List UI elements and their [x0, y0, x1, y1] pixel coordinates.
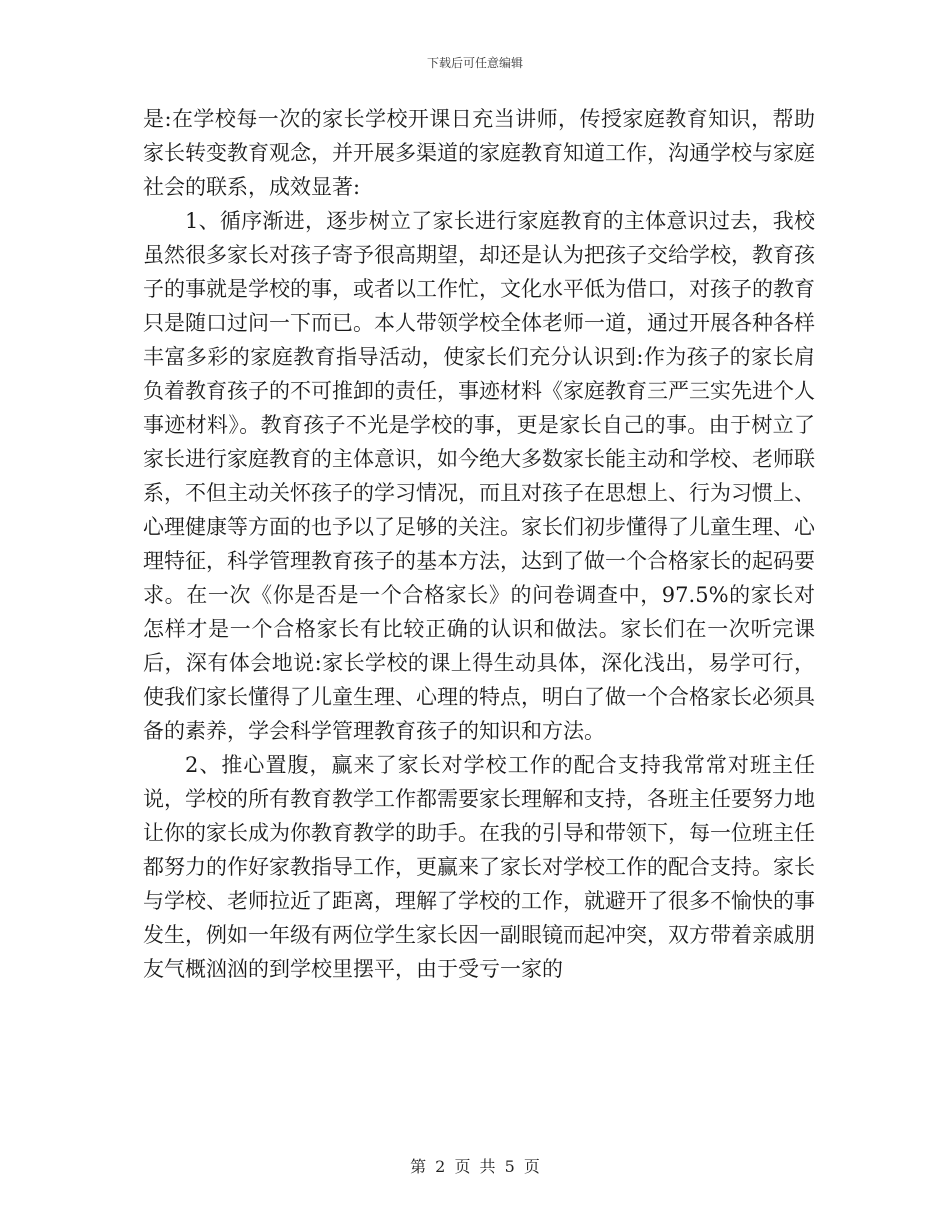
document-body	[143, 102, 815, 986]
page-footer: 第 2 页 共 5 页	[410, 1157, 540, 1176]
paragraph-intro: 是:在学校每一次的家长学校开课日充当讲师，传授家庭教育知识，帮助家长转变教育观念，并开展多渠道的家庭教育知道工作，沟通学校与家庭社会的联系，成效显著:	[143, 107, 815, 199]
page-header: 下载后可任意编辑	[426, 56, 523, 70]
paragraph-section-1: 1、循序渐进，逐步树立了家长进行家庭教育的主体意识过去，我校虽然很多家长对孩子寄予很高期望，却还是认为把孩子交给学校，教育孩子的事就是学校的事，或者以工作忙，文化水平低为借口，对孩子的教育只是随口过问一下而已。本人带领学校全体老师一道，通过开展各种各样丰富多彩的家庭教育指导活动，使家长们充分认识到:作为孩子的家长肩负着教育孩子的不可推卸的责任，事迹材料《家庭教育三严三实先进个人事迹材料》。教育孩子不光是学校的事，更是家长自己的事。由于树立了家长进行家庭教育的主体意识，如今绝大多数家长能主动和学校、老师联系，不但主动关怀孩子的学习情况，而且对孩子在思想上、行为习惯上、心理健康等方面的也予以了足够的关注。家长们初步懂得了儿童生理、心理特征，科学管理教育孩子的基本方法，达到了做一个合格家长的起码要求。在一次《你是否是一个合格家长》的问卷调查中，97.5%的家长对怎样才是一个合格家长有比较正确的认识和做法。家长们在一次听完课后，深有体会地说:家长学校的课上得生动具体，深化浅出，易学可行，使我们家长懂得了儿童生理、心理的特点，明白了做一个合格家长必须具备的素养，学会科学管理教育孩子的知识和方法。	[143, 209, 815, 743]
paragraph-section-2: 2、推心置腹，赢来了家长对学校工作的配合支持我常常对班主任说，学校的所有教育教学工作都需要家长理解和支持，各班主任要努力地让你的家长成为你教育教学的助手。在我的引导和带领下，每一位班主任都努力的作好家教指导工作，更赢来了家长对学校工作的配合支持。家长与学校、老师拉近了距离，理解了学校的工作，就避开了很多不愉快的事发生，例如一年级有两位学生家长因一副眼镜而起冲突，双方带着亲戚朋友气概汹汹的到学校里摆平，由于受亏一家的	[143, 753, 815, 981]
